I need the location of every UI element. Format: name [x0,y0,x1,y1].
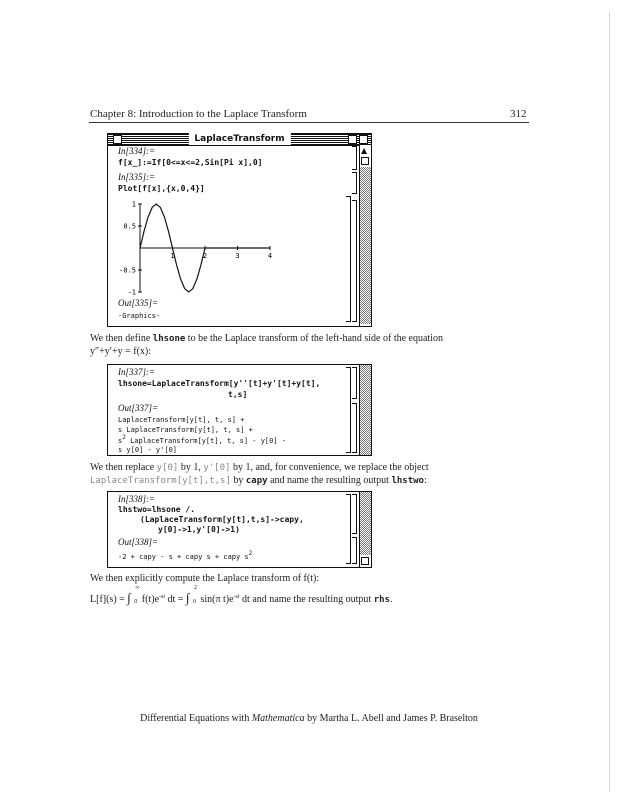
exponent: 2 [248,550,253,557]
notebook-window-laplace-transform[interactable] [107,133,372,327]
collapse-box-icon[interactable] [359,135,368,144]
output-337-line4: s y[0] - y'[0] [118,446,178,454]
text: We then define [90,333,151,344]
text: . [389,594,393,605]
scroll-thumb[interactable] [361,557,369,565]
text: by [233,475,244,486]
paragraph-compute-laplace: We then explicitly compute the Laplace transform of f(t): [90,573,320,584]
integral-lower-limit: 0 [134,599,138,605]
input-code-334[interactable]: f[x_]:=If[0<=x<=2,Sin[Pi x],0] [118,158,263,167]
cell-bracket[interactable] [346,494,351,564]
text: f(t)e [141,594,160,605]
cell-bracket[interactable] [352,367,357,399]
laplace-equation [90,585,393,606]
integral-symbol-icon: ∫ [185,590,190,605]
equation-line: y″+y′+y = f(x): [90,346,152,357]
chapter-header: Chapter 8: Introduction to the Laplace Transform [90,108,307,120]
code-lhstwo: lhstwo [391,476,424,486]
code-lhsone: lhsone [152,334,186,344]
text: Mathematica [251,713,305,724]
paragraph-define-lhsone [90,333,443,344]
exponent: -st [159,594,166,600]
y-tick-label: -1 [127,288,136,297]
input-label-338: In[338]:= [118,494,156,504]
vertical-scrollbar[interactable] [359,145,371,326]
cell-bracket[interactable] [352,494,357,534]
page-footer [0,713,618,724]
exponent: -st [233,594,240,600]
code-laplace-object: LaplaceTransform[y[t],t,s] [90,476,231,486]
y-tick-label: 1 [131,200,136,209]
page-number: 312 [510,108,527,120]
code-capy: capy [245,476,268,486]
input-code-335[interactable]: Plot[f[x],{x,0,4}] [118,184,205,193]
input-label-334: In[334]:= [118,146,156,156]
output-338 [118,550,253,561]
input-code-337-line2[interactable]: t,s] [228,390,248,399]
window-title-bar[interactable] [108,134,371,146]
zoom-box-icon[interactable] [348,135,357,144]
x-tick-label: 2 [202,252,208,260]
text: by 1, and, for convenience, we replace the object [232,462,429,473]
notebook-window-in338[interactable] [107,491,372,568]
integral-lower-limit: 0 [192,599,196,605]
input-code-338-line2[interactable]: (LaplaceTransform[y[t],t,s]->capy, [140,515,304,524]
cell-bracket[interactable] [346,367,351,453]
output-graphics: -Graphics- [118,312,161,320]
text: and name the resulting output [270,475,389,486]
text: to be the Laplace transform of the left-hand side of the equation [187,333,443,344]
cell-bracket[interactable] [352,537,357,564]
x-tick-label: 3 [235,252,240,260]
cell-bracket[interactable] [346,196,351,322]
sine-plot [108,196,278,298]
paragraph-replace [90,462,429,473]
output-label-337: Out[337]= [118,403,159,413]
input-label-337: In[337]:= [118,367,156,377]
text: LaplaceTransform[y[t], t, s] - y[0] - [130,437,286,445]
integral-upper-limit: ∞ [135,585,140,591]
integral-upper-limit: 2 [193,585,197,591]
text: s [118,437,123,445]
output-label-335: Out[335]= [118,298,159,308]
integral-symbol-icon: ∫ [127,590,131,605]
output-337-line3 [118,434,286,445]
vertical-scrollbar[interactable] [359,492,371,567]
x-tick-label: 4 [267,252,273,260]
scroll-track[interactable] [360,492,371,555]
text: L[f](s) = [90,594,125,605]
scroll-up-arrow-icon[interactable]: ▲ [361,146,368,155]
page-edge-line [609,12,610,792]
header-rule [89,122,529,123]
input-code-338-line1[interactable]: lhstwo=lhsone /. [118,505,196,514]
input-code-338-line3[interactable]: y[0]->1,y'[0]->1) [158,525,240,534]
close-box-icon[interactable] [113,135,122,144]
output-337-line2: s LaplaceTransform[y[t], t, s] + [118,426,253,434]
text: by Martha L. Abell and James P. Braselton [307,713,478,724]
text: Differential Equations with [140,713,250,724]
cell-bracket[interactable] [352,146,357,170]
text: -2 + capy - s + capy s + capy s [118,553,249,561]
output-label-338: Out[338]= [118,537,159,547]
text: : [423,475,427,486]
scroll-track[interactable] [360,365,371,455]
input-code-337-line1[interactable]: lhsone=LaplaceTransform[y''[t]+y'[t]+y[t], [118,379,321,388]
paragraph-replace-line2 [90,475,427,486]
cell-bracket[interactable] [352,172,357,194]
text: dt and name the resulting output [242,594,372,605]
text: We then replace [90,462,155,473]
y-tick-label: 0.5 [123,222,136,231]
text: dt = [167,594,184,605]
cell-bracket[interactable] [352,200,357,322]
notebook-window-in337[interactable] [107,364,372,456]
exponent: 2 [122,434,126,441]
text: by 1, [180,462,201,473]
y-tick-label: -0.5 [119,266,136,275]
output-337-line1: LaplaceTransform[y[t], t, s] + [118,416,245,424]
code-yprime0: y'[0] [203,463,231,473]
text: sin(π t)e [200,594,234,605]
x-tick-label: 1 [170,252,175,260]
input-label-335: In[335]:= [118,172,156,182]
code-y0: y[0] [156,463,179,473]
scroll-thumb[interactable] [361,157,369,165]
cell-bracket[interactable] [352,403,357,453]
vertical-scrollbar[interactable] [359,365,371,455]
scroll-track[interactable] [360,167,371,324]
window-title: LaplaceTransform [188,133,290,145]
code-rhs: rhs [373,595,390,605]
